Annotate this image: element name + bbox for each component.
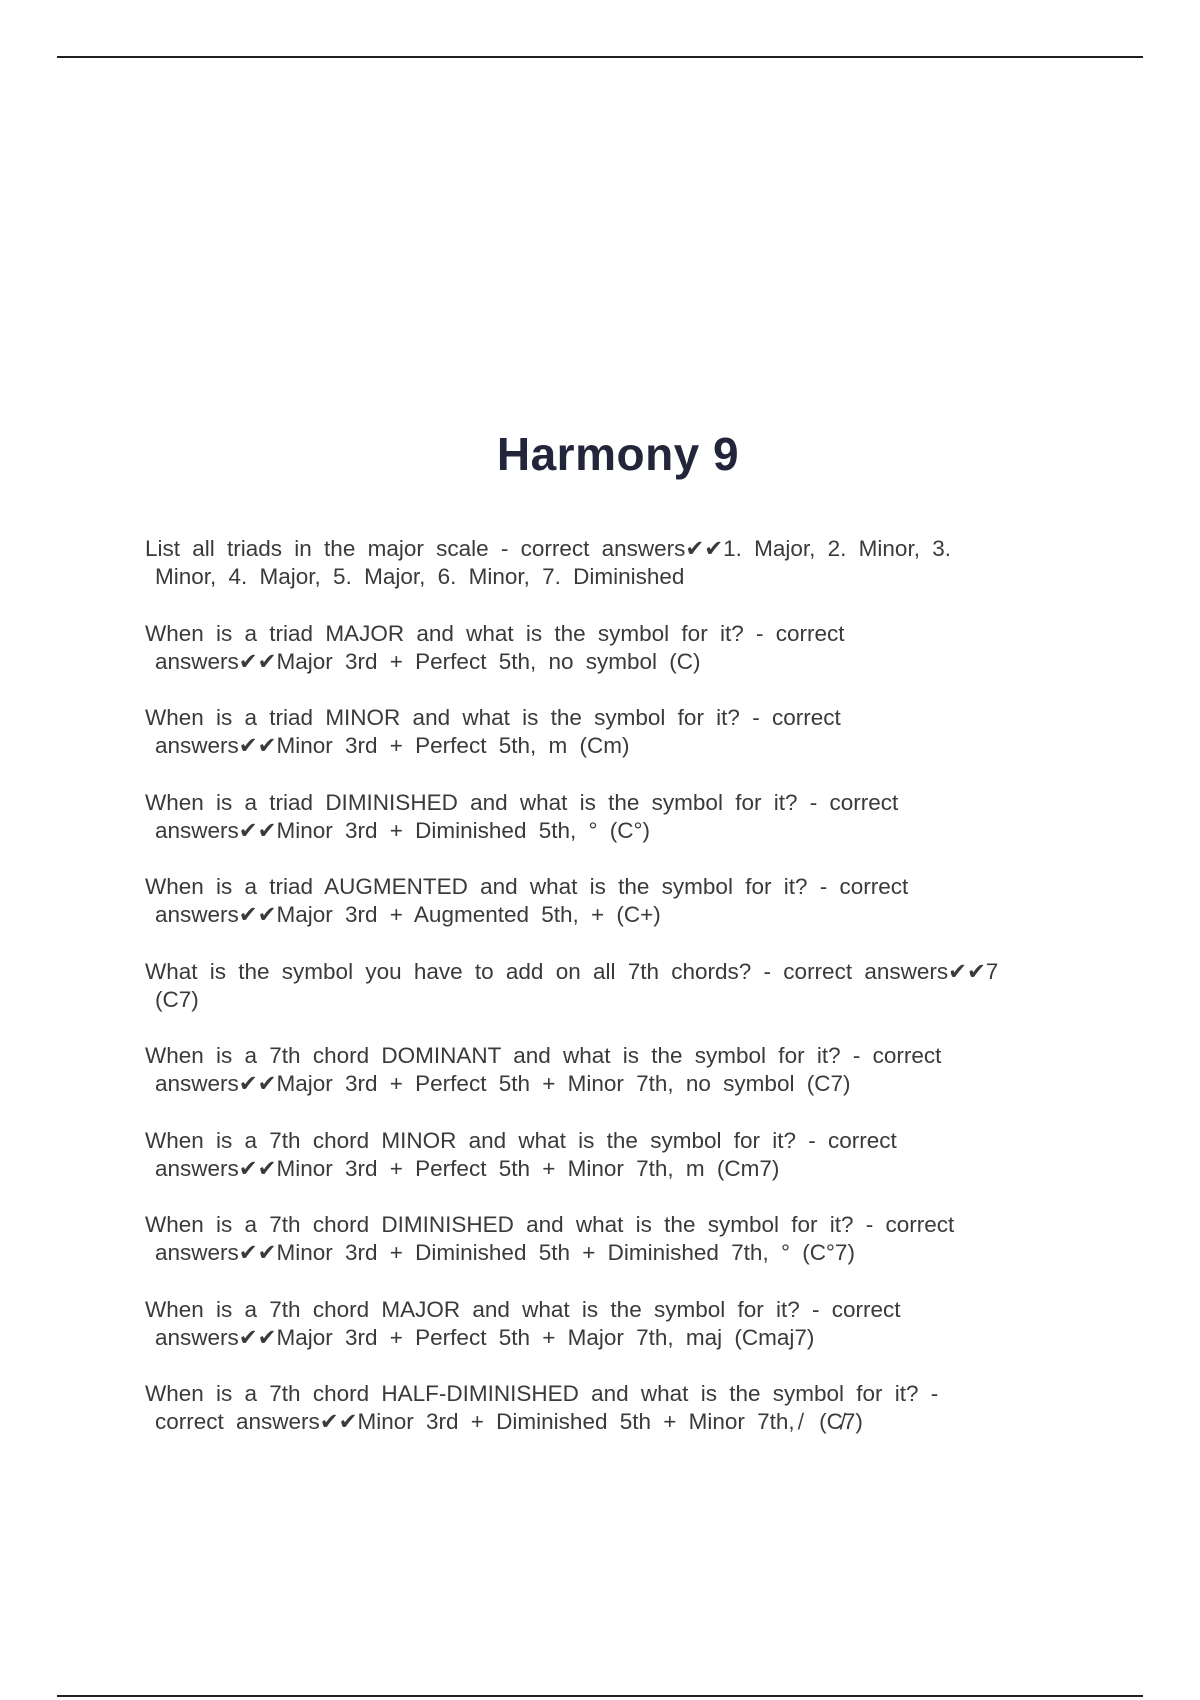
qa-answer-text: correct answers✔✔Minor 3rd + Diminished 5th + Minor 7th, ̸ (C̸7)	[155, 1409, 863, 1434]
qa-question-text: When is a triad DIMINISHED and what is the symbol for it? - correct	[145, 789, 899, 815]
qa-list	[145, 535, 1075, 1465]
qa-answer-text: (C7)	[155, 986, 199, 1012]
qa-item-2	[145, 620, 1075, 676]
qa-item-8	[145, 1127, 1075, 1183]
qa-item-11	[145, 1380, 1075, 1436]
qa-question-text: When is a 7th chord HALF-DIMINISHED and what is the symbol for it? -	[145, 1381, 939, 1406]
qa-item-1	[145, 535, 1075, 591]
qa-item-3	[145, 704, 1075, 760]
qa-answer-text: Minor, 4. Major, 5. Major, 6. Minor, 7. Diminished	[155, 564, 685, 589]
qa-question-text: When is a 7th chord MAJOR and what is the symbol for it? - correct	[145, 1296, 901, 1322]
qa-item-9	[145, 1211, 1075, 1267]
qa-answer-text: answers✔✔Major 3rd + Augmented 5th, + (C+)	[155, 902, 661, 927]
qa-answer-text: answers✔✔Minor 3rd + Perfect 5th + Minor 7th, m (Cm7)	[155, 1155, 780, 1181]
qa-question-text: List all triads in the major scale - correct answers✔✔1. Major, 2. Minor, 3.	[145, 536, 951, 561]
qa-answer-text: answers✔✔Minor 3rd + Diminished 5th, ° (C°)	[155, 817, 650, 843]
qa-answer-text: answers✔✔Major 3rd + Perfect 5th, no symbol (C)	[155, 648, 701, 674]
qa-item-10	[145, 1296, 1075, 1352]
qa-question-text: When is a 7th chord MINOR and what is the symbol for it? - correct	[145, 1127, 897, 1153]
top-rule	[57, 56, 1143, 58]
qa-question-text: When is a 7th chord DOMINANT and what is the symbol for it? - correct	[145, 1043, 942, 1068]
qa-item-4	[145, 789, 1075, 845]
qa-question-text: When is a triad AUGMENTED and what is the symbol for it? - correct	[145, 874, 909, 899]
qa-question-text: When is a triad MINOR and what is the symbol for it? - correct	[145, 705, 841, 730]
qa-item-6	[145, 958, 1075, 1014]
qa-answer-text: answers✔✔Minor 3rd + Diminished 5th + Diminished 7th, ° (C°7)	[155, 1240, 855, 1265]
page-title: Harmony 9	[496, 427, 740, 480]
qa-item-7	[145, 1042, 1075, 1098]
bottom-rule	[57, 1695, 1143, 1697]
qa-question-text: What is the symbol you have to add on all 7th chords? - correct answers✔✔7	[145, 958, 999, 984]
qa-answer-text: answers✔✔Major 3rd + Perfect 5th + Minor 7th, no symbol (C7)	[155, 1071, 851, 1096]
qa-question-text: When is a triad MAJOR and what is the symbol for it? - correct	[145, 620, 845, 646]
qa-answer-text: answers✔✔Minor 3rd + Perfect 5th, m (Cm)	[155, 733, 630, 758]
qa-item-5	[145, 873, 1075, 929]
qa-question-text: When is a 7th chord DIMINISHED and what is the symbol for it? - correct	[145, 1212, 955, 1237]
qa-answer-text: answers✔✔Major 3rd + Perfect 5th + Major 7th, maj (Cmaj7)	[155, 1324, 815, 1350]
